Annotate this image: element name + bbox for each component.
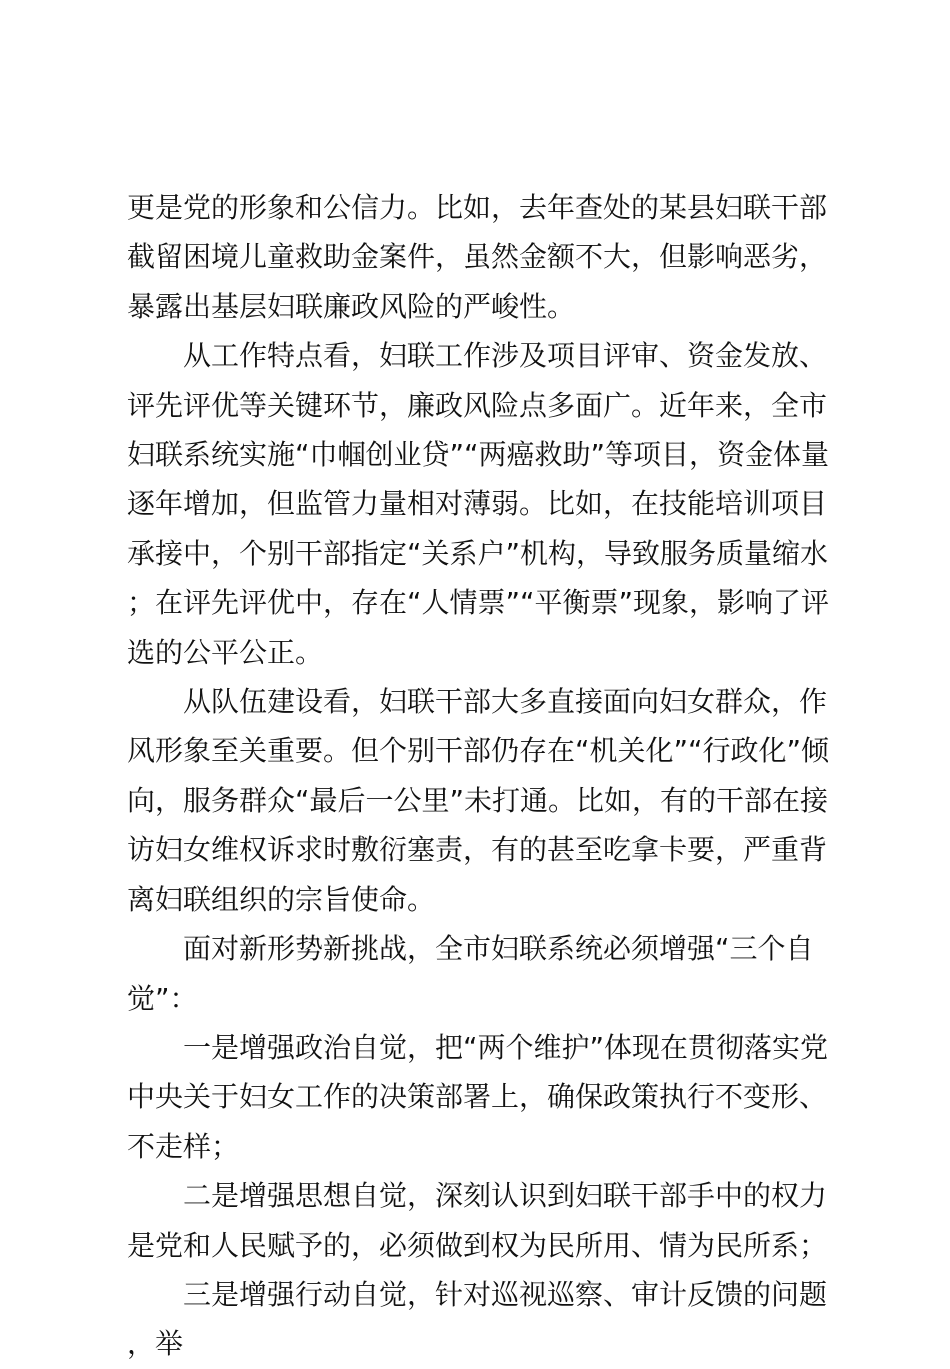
paragraph-continuation: 更是党的形象和公信力。比如，去年查处的某县妇联干部截留困境儿童救助金案件，虽然金额不大，但影响恶劣，暴露出基层妇联廉政风险的严峻性。 <box>127 191 828 323</box>
paragraph-three-consciousness: 面对新形势新挑战，全市妇联系统必须增强“三个自觉”： <box>127 932 814 1015</box>
paragraph-work-characteristics: 从工作特点看，妇联工作涉及项目评审、资金发放、评先评优等关键环节，廉政风险点多面广。近年来，全市妇联系统实施“巾帼创业贷”“两癌救助”等项目，资金体量逐年增加，但监管力量相对薄弱。比如，在技能培训项目承接中，个别干部指定“关系户”机构，导致服务质量缩水；在评先评优中，存在“人情票”“平衡票”现象，影响了评选的公平公正。 <box>127 339 830 669</box>
document-body <box>127 183 835 1369</box>
paragraph-team-building: 从队伍建设看，妇联干部大多直接面向妇女群众，作风形象至关重要。但个别干部仍存在“机关化”“行政化”倾向，服务群众“最后一公里”未打通。比如，有的干部在接访妇女维权诉求时敷衍塞责，有的甚至吃拿卡要，严重背离妇联组织的宗旨使命。 <box>127 685 830 916</box>
paragraph-political-consciousness: 一是增强政治自觉，把“两个维护”体现在贯彻落实党中央关于妇女工作的决策部署上，确保政策执行不变形、不走样； <box>127 1030 829 1163</box>
paragraph-action-consciousness: 三是增强行动自觉，针对巡视巡察、审计反馈的问题，举 <box>127 1277 828 1361</box>
paragraph-ideological-consciousness: 二是增强思想自觉，深刻认识到妇联干部手中的权力是党和人民赋予的，必须做到权为民所用、情为民所系； <box>127 1179 828 1262</box>
